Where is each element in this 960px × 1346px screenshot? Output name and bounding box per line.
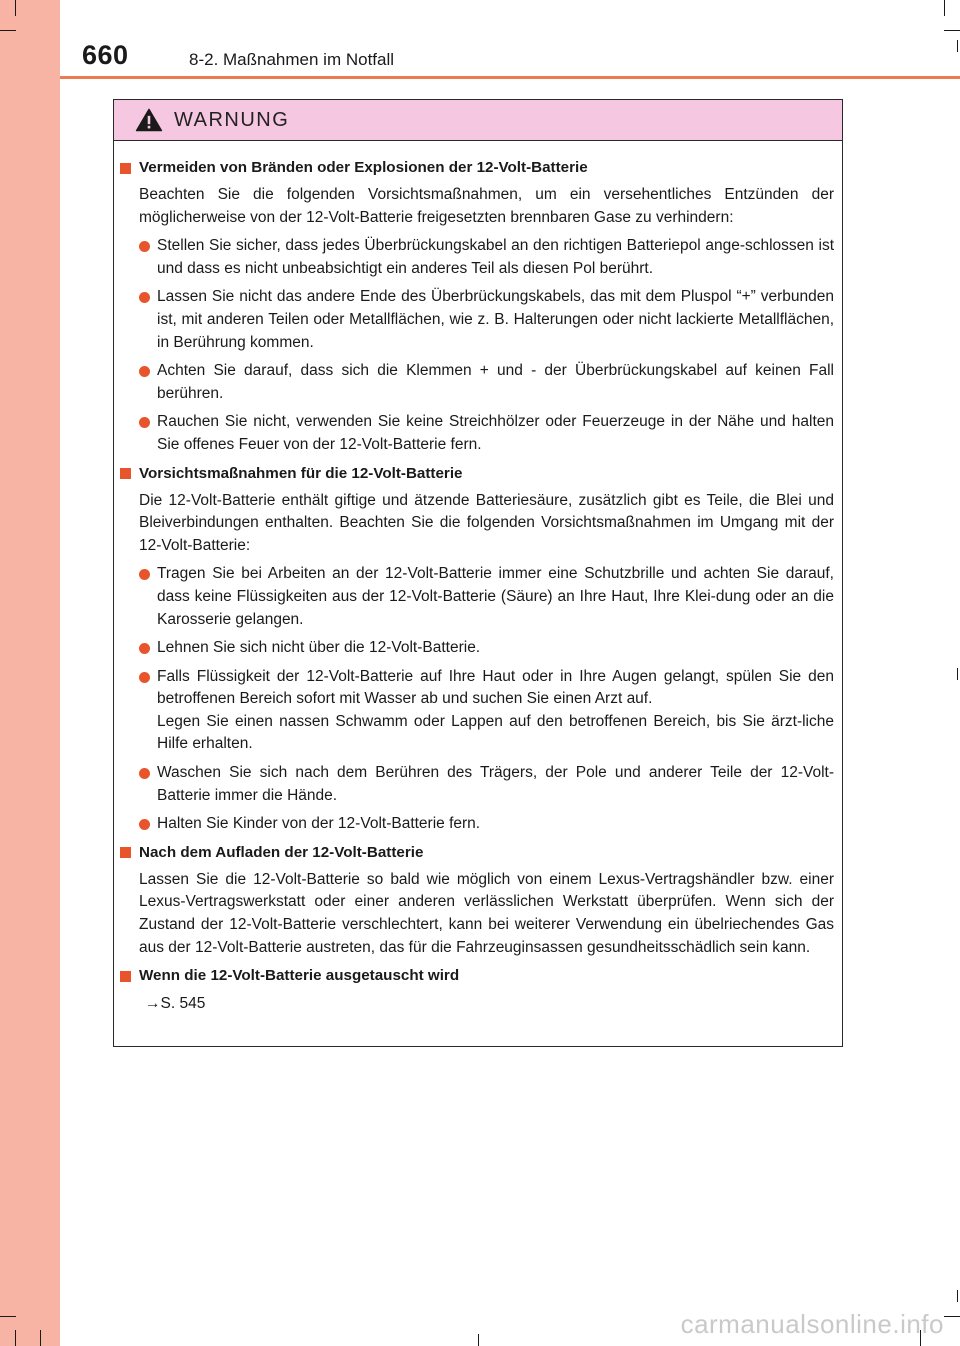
bullet-item <box>139 563 834 631</box>
bullet-item <box>139 235 834 280</box>
section-intro: Beachten Sie die folgenden Vorsichtsmaßnahmen, um ein versehentliches Entzünden der möglicherweise von der 12-Volt-Batterie freigesetzten brennbaren Gase zu verhindern: <box>139 186 834 226</box>
section-intro: Lassen Sie die 12-Volt-Batterie so bald wie möglich von einem Lexus-Vertragshändler bzw. einer Lexus-Vertragswerkstatt oder einer anderen verlässlichen Werkstatt überprüfen. Wenn sich der Zustand der 12-Volt-Batterie verschlechtert, kann bei weiterer Verwendung ein übelriechendes Gas aus der 12-Volt-Batterie austreten, das für die Fahrzeuginsassen gesundheitsschädlich sein kann. <box>139 870 834 956</box>
bullet-item <box>139 762 834 807</box>
page-side-band <box>0 0 60 1346</box>
crop-mark <box>944 0 945 16</box>
bullet-text: Stellen Sie sicher, dass jedes Überbrückungskabel an den richtigen Batteriepol ange-schlossen ist und dass es nicht unbeabsichtigt ein anderes Teil als diesen Pol berührt. <box>157 237 834 277</box>
crop-mark <box>40 1330 41 1346</box>
section-heading <box>120 463 834 485</box>
crop-mark <box>944 1316 960 1317</box>
bullet-text: Halten Sie Kinder von der 12-Volt-Batterie fern. <box>157 815 481 833</box>
bullet-item <box>139 813 834 836</box>
warning-section <box>120 157 834 457</box>
square-bullet-icon <box>120 163 131 174</box>
warning-triangle-icon <box>134 108 164 132</box>
circle-bullet-icon <box>139 417 150 428</box>
warning-section <box>120 842 834 959</box>
bullet-item <box>139 411 834 456</box>
section-heading-text: Vermeiden von Bränden oder Explosionen der 12-Volt-Batterie <box>139 159 588 176</box>
watermark-logo: carmanualsonline.info <box>680 1309 944 1339</box>
crop-mark <box>478 1334 479 1346</box>
crop-mark <box>15 1330 16 1346</box>
section-heading <box>120 842 834 864</box>
crop-mark <box>957 40 958 52</box>
bullet-text: Lehnen Sie sich nicht über die 12-Volt-Batterie. <box>157 639 481 657</box>
bullet-text: Waschen Sie sich nach dem Berühren des Trägers, der Pole und anderer Teile der 12-Volt-Batterie immer die Hände. <box>157 764 834 804</box>
page-reference-link[interactable]: →S. 545 <box>145 995 206 1013</box>
circle-bullet-icon <box>139 672 150 683</box>
circle-bullet-icon <box>139 292 150 303</box>
warning-header <box>114 100 842 141</box>
warning-section <box>120 463 834 836</box>
crop-mark <box>944 30 960 31</box>
circle-bullet-icon <box>139 643 150 654</box>
page-number: 660 <box>82 40 129 70</box>
bullet-item <box>139 360 834 405</box>
crop-mark <box>0 1316 16 1317</box>
bullet-text: Achten Sie darauf, dass sich die Klemmen + und - der Überbrückungskabel auf keinen Fall berühren. <box>157 362 834 402</box>
bullet-text: Tragen Sie bei Arbeiten an der 12-Volt-Batterie immer eine Schutzbrille und achten Sie darauf, dass keine Flüssigkeiten aus der 12-Volt-Batterie (Säure) an Ihre Haut, Ihre Klei-dung oder an die Karosserie gelangen. <box>157 565 834 628</box>
warning-title: WARNUNG <box>174 108 290 131</box>
section-heading-text: Vorsichtsmaßnahmen für die 12-Volt-Batterie <box>139 464 463 482</box>
circle-bullet-icon <box>139 819 150 830</box>
crop-mark <box>0 30 16 31</box>
section-heading <box>120 157 834 179</box>
section-heading-text: Nach dem Aufladen der 12-Volt-Batterie <box>139 843 424 861</box>
square-bullet-icon <box>120 971 131 982</box>
bullet-text: Rauchen Sie nicht, verwenden Sie keine Streichhölzer oder Feuerzeuge in der Nähe und halten Sie offenes Feuer von der 12-Volt-Batterie fern. <box>157 413 834 453</box>
bullet-text: Falls Flüssigkeit der 12-Volt-Batterie auf Ihre Haut oder in Ihre Augen gelangt, spülen Sie den betroffenen Bereich sofort mit Wasser ab und suchen Sie einen Arzt auf. Legen Sie einen nassen Schwamm oder Lappen auf den betroffenen Bereich, bis Sie ärzt-liche Hilfe erhalten. <box>157 667 834 753</box>
bullet-item <box>139 286 834 354</box>
bullet-item <box>139 637 834 660</box>
header-rule <box>60 76 960 79</box>
square-bullet-icon <box>120 847 131 858</box>
crop-mark <box>15 0 16 16</box>
square-bullet-icon <box>120 468 131 479</box>
section-title: 8-2. Maßnahmen im Notfall <box>189 50 395 69</box>
bullet-item <box>139 666 834 756</box>
warning-body <box>114 141 842 1016</box>
crop-mark <box>957 668 958 680</box>
warning-box <box>113 99 843 1047</box>
section-heading <box>120 965 834 987</box>
circle-bullet-icon <box>139 241 150 252</box>
bullet-text: Lassen Sie nicht das andere Ende des Überbrückungskabels, das mit dem Pluspol “+” verbunden ist, mit anderen Teilen oder Metallflächen, wie z. B. Halterungen oder nicht lackierte Metallflächen, in Berührung kommen. <box>157 288 834 351</box>
crop-mark <box>957 1290 958 1302</box>
section-heading-text: Wenn die 12-Volt-Batterie ausgetauscht wird <box>139 967 460 985</box>
warning-section <box>120 965 834 1016</box>
section-intro: Die 12-Volt-Batterie enthält giftige und ätzende Batteriesäure, zusätzlich gibt es Teile, die Blei und Bleiverbindungen enthalten. Beachten Sie die folgenden Vorsichtsmaßnahmen im Umgang mit der 12-Volt-Batterie: <box>139 491 834 554</box>
circle-bullet-icon <box>139 768 150 779</box>
circle-bullet-icon <box>139 569 150 580</box>
circle-bullet-icon <box>139 366 150 377</box>
